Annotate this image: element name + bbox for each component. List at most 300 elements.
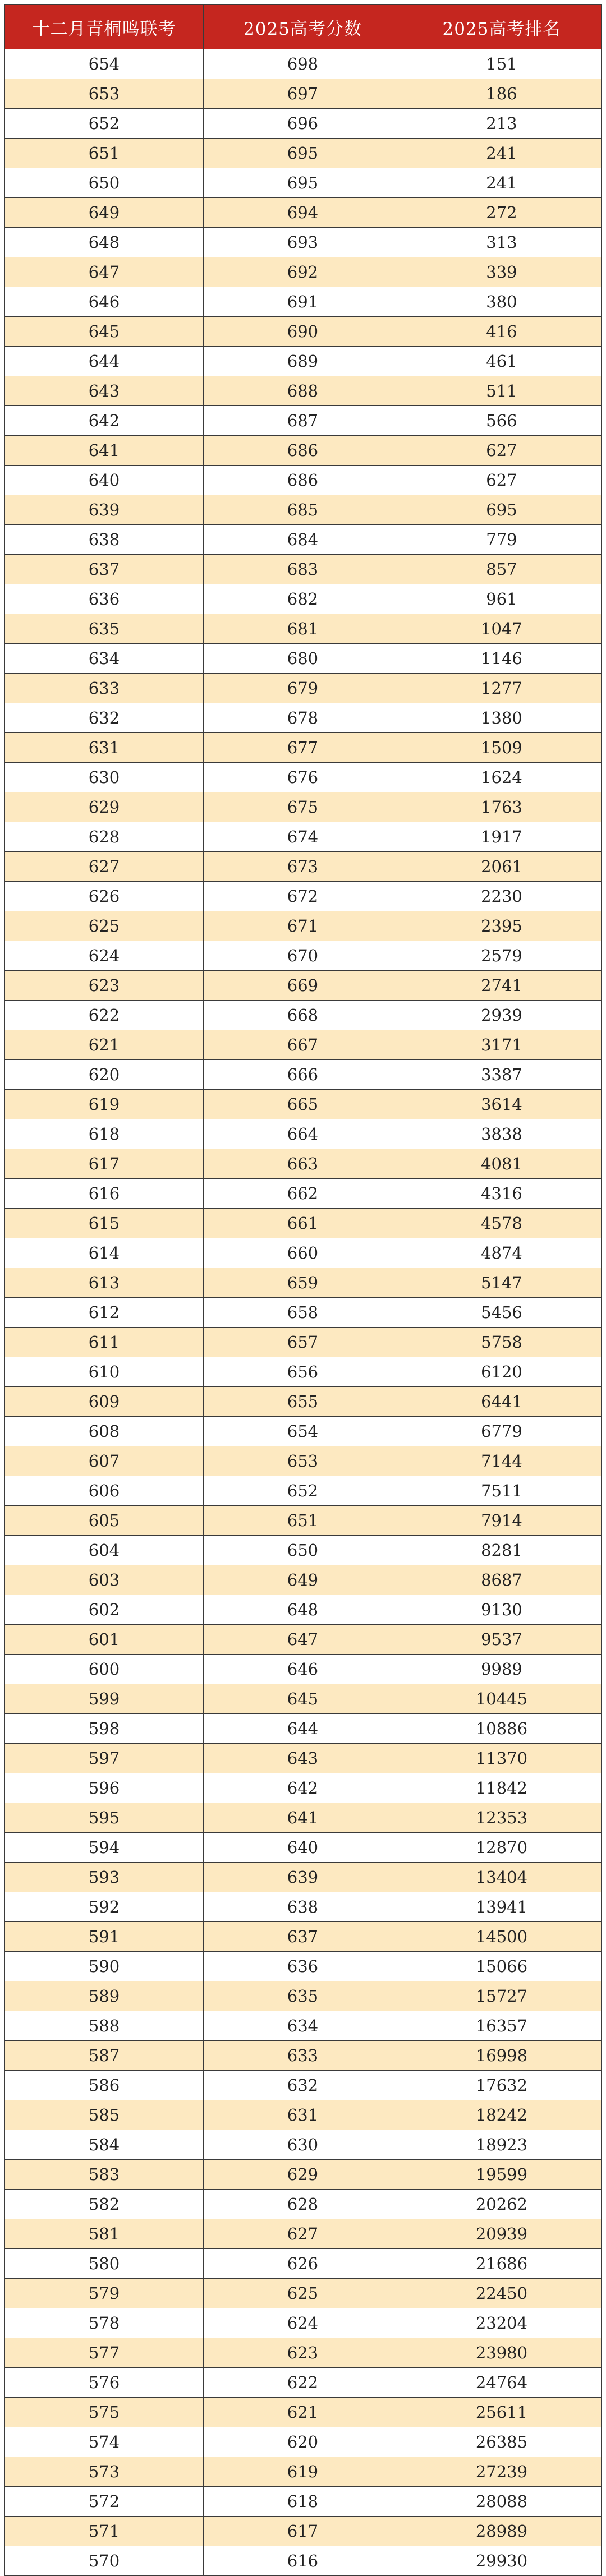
table-row [5,644,602,674]
table-row [5,1892,602,1922]
cell-mock-exam-score: 638 [5,525,204,555]
table-row [5,971,602,1001]
cell-gaokao-score: 676 [203,763,402,792]
cell-gaokao-score: 625 [203,2279,402,2308]
cell-gaokao-rank: 10886 [402,1714,601,1744]
cell-mock-exam-score: 587 [5,2041,204,2071]
cell-gaokao-rank: 779 [402,525,601,555]
cell-gaokao-score: 648 [203,1595,402,1625]
cell-mock-exam-score: 611 [5,1328,204,1357]
cell-gaokao-rank: 15066 [402,1952,601,1981]
cell-gaokao-score: 697 [203,79,402,109]
cell-gaokao-score: 649 [203,1565,402,1595]
table-row [5,2308,602,2338]
cell-gaokao-score: 668 [203,1001,402,1030]
table-row [5,2546,602,2576]
cell-gaokao-score: 634 [203,2011,402,2041]
cell-mock-exam-score: 640 [5,466,204,495]
cell-gaokao-score: 647 [203,1625,402,1655]
table-row [5,2487,602,2517]
cell-gaokao-score: 660 [203,1238,402,1268]
cell-mock-exam-score: 594 [5,1833,204,1863]
cell-mock-exam-score: 575 [5,2398,204,2427]
cell-mock-exam-score: 576 [5,2368,204,2398]
cell-gaokao-score: 671 [203,911,402,941]
cell-gaokao-rank: 2579 [402,941,601,971]
table-row [5,2160,602,2190]
table-row [5,555,602,584]
table-row [5,1090,602,1119]
cell-gaokao-rank: 9537 [402,1625,601,1655]
cell-mock-exam-score: 601 [5,1625,204,1655]
cell-mock-exam-score: 577 [5,2338,204,2368]
cell-gaokao-rank: 213 [402,109,601,139]
cell-gaokao-rank: 2741 [402,971,601,1001]
cell-gaokao-score: 620 [203,2427,402,2457]
cell-gaokao-score: 638 [203,1892,402,1922]
cell-mock-exam-score: 653 [5,79,204,109]
cell-gaokao-score: 661 [203,1209,402,1238]
cell-mock-exam-score: 604 [5,1536,204,1565]
table-row [5,2130,602,2160]
table-row [5,614,602,644]
cell-mock-exam-score: 633 [5,674,204,703]
cell-mock-exam-score: 625 [5,911,204,941]
cell-mock-exam-score: 580 [5,2249,204,2279]
cell-mock-exam-score: 599 [5,1684,204,1714]
table-row [5,257,602,287]
table-row [5,1744,602,1773]
table-row [5,1506,602,1536]
cell-gaokao-score: 695 [203,168,402,198]
cell-gaokao-rank: 4081 [402,1149,601,1179]
cell-gaokao-score: 632 [203,2071,402,2100]
cell-mock-exam-score: 620 [5,1060,204,1090]
table-row [5,1119,602,1149]
cell-gaokao-rank: 1277 [402,674,601,703]
cell-gaokao-score: 674 [203,822,402,852]
cell-mock-exam-score: 595 [5,1803,204,1833]
cell-gaokao-rank: 4578 [402,1209,601,1238]
cell-gaokao-rank: 20262 [402,2190,601,2219]
cell-gaokao-score: 684 [203,525,402,555]
cell-mock-exam-score: 629 [5,792,204,822]
cell-gaokao-score: 690 [203,317,402,347]
cell-gaokao-score: 658 [203,1298,402,1328]
table-row [5,763,602,792]
cell-gaokao-rank: 1380 [402,703,601,733]
cell-gaokao-score: 629 [203,2160,402,2190]
cell-gaokao-rank: 9130 [402,1595,601,1625]
cell-mock-exam-score: 643 [5,376,204,406]
cell-mock-exam-score: 617 [5,1149,204,1179]
table-row [5,1536,602,1565]
cell-mock-exam-score: 582 [5,2190,204,2219]
table-row [5,1476,602,1506]
cell-mock-exam-score: 619 [5,1090,204,1119]
table-row [5,733,602,763]
cell-gaokao-rank: 7914 [402,1506,601,1536]
cell-mock-exam-score: 612 [5,1298,204,1328]
cell-gaokao-rank: 186 [402,79,601,109]
cell-gaokao-score: 641 [203,1803,402,1833]
table-row [5,1833,602,1863]
table-row [5,882,602,911]
cell-gaokao-rank: 11370 [402,1744,601,1773]
table-row [5,852,602,882]
table-row [5,1565,602,1595]
cell-gaokao-score: 665 [203,1090,402,1119]
cell-gaokao-rank: 18242 [402,2100,601,2130]
table-row [5,1863,602,1892]
cell-gaokao-score: 682 [203,584,402,614]
cell-gaokao-rank: 380 [402,287,601,317]
cell-mock-exam-score: 647 [5,257,204,287]
cell-mock-exam-score: 639 [5,495,204,525]
cell-mock-exam-score: 636 [5,584,204,614]
cell-gaokao-score: 621 [203,2398,402,2427]
cell-gaokao-score: 689 [203,347,402,376]
cell-gaokao-rank: 566 [402,406,601,436]
table-row [5,1238,602,1268]
table-row [5,139,602,168]
cell-gaokao-score: 651 [203,1506,402,1536]
table-row [5,49,602,79]
cell-mock-exam-score: 608 [5,1417,204,1446]
cell-gaokao-score: 617 [203,2517,402,2546]
table-row [5,2427,602,2457]
table-row [5,822,602,852]
cell-mock-exam-score: 596 [5,1773,204,1803]
cell-mock-exam-score: 572 [5,2487,204,2517]
cell-gaokao-score: 670 [203,941,402,971]
table-row [5,2338,602,2368]
cell-gaokao-rank: 1146 [402,644,601,674]
table-row [5,2100,602,2130]
cell-gaokao-rank: 2939 [402,1001,601,1030]
table-row [5,1684,602,1714]
table-row [5,406,602,436]
cell-gaokao-rank: 241 [402,139,601,168]
cell-gaokao-score: 652 [203,1476,402,1506]
cell-mock-exam-score: 614 [5,1238,204,1268]
table-row [5,1357,602,1387]
table-row [5,1298,602,1328]
table-row [5,1625,602,1655]
table-row [5,109,602,139]
table-row [5,2368,602,2398]
cell-gaokao-score: 672 [203,882,402,911]
cell-mock-exam-score: 628 [5,822,204,852]
cell-gaokao-score: 664 [203,1119,402,1149]
cell-mock-exam-score: 592 [5,1892,204,1922]
cell-mock-exam-score: 606 [5,1476,204,1506]
table-row [5,287,602,317]
cell-gaokao-rank: 1917 [402,822,601,852]
cell-gaokao-rank: 5758 [402,1328,601,1357]
table-row [5,1417,602,1446]
cell-mock-exam-score: 597 [5,1744,204,1773]
cell-gaokao-score: 686 [203,436,402,466]
cell-gaokao-score: 663 [203,1149,402,1179]
cell-gaokao-rank: 241 [402,168,601,198]
cell-gaokao-rank: 3838 [402,1119,601,1149]
cell-gaokao-rank: 12870 [402,1833,601,1863]
table-row [5,317,602,347]
table-row [5,1001,602,1030]
cell-gaokao-score: 630 [203,2130,402,2160]
table-row [5,1030,602,1060]
cell-mock-exam-score: 624 [5,941,204,971]
cell-mock-exam-score: 578 [5,2308,204,2338]
cell-gaokao-rank: 28989 [402,2517,601,2546]
cell-gaokao-rank: 17632 [402,2071,601,2100]
cell-gaokao-score: 657 [203,1328,402,1357]
cell-gaokao-rank: 4874 [402,1238,601,1268]
cell-mock-exam-score: 579 [5,2279,204,2308]
cell-mock-exam-score: 581 [5,2219,204,2249]
cell-mock-exam-score: 630 [5,763,204,792]
cell-gaokao-rank: 695 [402,495,601,525]
cell-mock-exam-score: 637 [5,555,204,584]
table-row [5,525,602,555]
table-row [5,376,602,406]
cell-gaokao-rank: 6441 [402,1387,601,1417]
table-row [5,674,602,703]
cell-mock-exam-score: 613 [5,1268,204,1298]
cell-gaokao-score: 678 [203,703,402,733]
cell-gaokao-score: 624 [203,2308,402,2338]
cell-gaokao-rank: 3614 [402,1090,601,1119]
cell-gaokao-rank: 2061 [402,852,601,882]
table-row [5,1714,602,1744]
cell-gaokao-score: 653 [203,1446,402,1476]
cell-gaokao-rank: 2230 [402,882,601,911]
cell-gaokao-score: 696 [203,109,402,139]
table-row [5,2249,602,2279]
cell-mock-exam-score: 648 [5,228,204,257]
table-row [5,495,602,525]
cell-gaokao-rank: 1509 [402,733,601,763]
table-row [5,347,602,376]
cell-mock-exam-score: 644 [5,347,204,376]
table-row [5,941,602,971]
cell-gaokao-score: 645 [203,1684,402,1714]
cell-gaokao-rank: 857 [402,555,601,584]
table-row [5,911,602,941]
cell-gaokao-rank: 627 [402,436,601,466]
cell-gaokao-rank: 961 [402,584,601,614]
cell-gaokao-rank: 272 [402,198,601,228]
cell-gaokao-rank: 339 [402,257,601,287]
cell-gaokao-score: 675 [203,792,402,822]
cell-gaokao-rank: 14500 [402,1922,601,1952]
cell-gaokao-rank: 20939 [402,2219,601,2249]
cell-gaokao-rank: 8281 [402,1536,601,1565]
cell-mock-exam-score: 584 [5,2130,204,2160]
cell-gaokao-score: 637 [203,1922,402,1952]
cell-mock-exam-score: 586 [5,2071,204,2100]
table-row [5,1387,602,1417]
cell-gaokao-score: 692 [203,257,402,287]
cell-mock-exam-score: 642 [5,406,204,436]
cell-mock-exam-score: 635 [5,614,204,644]
cell-gaokao-score: 626 [203,2249,402,2279]
header-row [5,5,602,49]
cell-mock-exam-score: 602 [5,1595,204,1625]
cell-gaokao-score: 655 [203,1387,402,1417]
score-conversion-table [4,4,602,2576]
cell-gaokao-rank: 21686 [402,2249,601,2279]
cell-gaokao-score: 640 [203,1833,402,1863]
cell-gaokao-score: 691 [203,287,402,317]
cell-mock-exam-score: 616 [5,1179,204,1209]
cell-gaokao-rank: 6779 [402,1417,601,1446]
cell-gaokao-rank: 3387 [402,1060,601,1090]
cell-mock-exam-score: 593 [5,1863,204,1892]
cell-mock-exam-score: 574 [5,2427,204,2457]
cell-mock-exam-score: 609 [5,1387,204,1417]
cell-mock-exam-score: 589 [5,1981,204,2011]
cell-gaokao-rank: 461 [402,347,601,376]
cell-gaokao-rank: 26385 [402,2427,601,2457]
table-row [5,2398,602,2427]
cell-gaokao-score: 677 [203,733,402,763]
cell-gaokao-rank: 19599 [402,2160,601,2190]
cell-gaokao-rank: 27239 [402,2457,601,2487]
cell-gaokao-score: 666 [203,1060,402,1090]
cell-gaokao-rank: 5456 [402,1298,601,1328]
cell-mock-exam-score: 652 [5,109,204,139]
cell-gaokao-score: 695 [203,139,402,168]
cell-gaokao-score: 619 [203,2457,402,2487]
cell-gaokao-rank: 25611 [402,2398,601,2427]
cell-gaokao-score: 667 [203,1030,402,1060]
cell-gaokao-score: 636 [203,1952,402,1981]
table-row [5,79,602,109]
cell-gaokao-rank: 22450 [402,2279,601,2308]
table-row [5,228,602,257]
cell-gaokao-score: 643 [203,1744,402,1773]
cell-gaokao-score: 683 [203,555,402,584]
table-row [5,2517,602,2546]
cell-mock-exam-score: 622 [5,1001,204,1030]
cell-mock-exam-score: 588 [5,2011,204,2041]
cell-mock-exam-score: 641 [5,436,204,466]
cell-mock-exam-score: 590 [5,1952,204,1981]
cell-mock-exam-score: 649 [5,198,204,228]
cell-gaokao-rank: 23980 [402,2338,601,2368]
table-body [5,49,602,2576]
table-row [5,2219,602,2249]
cell-gaokao-rank: 29930 [402,2546,601,2576]
cell-gaokao-score: 669 [203,971,402,1001]
table-row [5,792,602,822]
cell-mock-exam-score: 573 [5,2457,204,2487]
cell-gaokao-rank: 511 [402,376,601,406]
cell-mock-exam-score: 615 [5,1209,204,1238]
cell-mock-exam-score: 651 [5,139,204,168]
table-row [5,1446,602,1476]
cell-gaokao-score: 631 [203,2100,402,2130]
cell-gaokao-rank: 15727 [402,1981,601,2011]
cell-mock-exam-score: 650 [5,168,204,198]
cell-gaokao-rank: 1047 [402,614,601,644]
cell-mock-exam-score: 591 [5,1922,204,1952]
cell-gaokao-score: 656 [203,1357,402,1387]
cell-mock-exam-score: 583 [5,2160,204,2190]
cell-gaokao-rank: 627 [402,466,601,495]
cell-mock-exam-score: 603 [5,1565,204,1595]
cell-mock-exam-score: 585 [5,2100,204,2130]
cell-gaokao-rank: 1624 [402,763,601,792]
table-row [5,198,602,228]
cell-gaokao-score: 650 [203,1536,402,1565]
table-row [5,2041,602,2071]
cell-gaokao-rank: 12353 [402,1803,601,1833]
cell-mock-exam-score: 607 [5,1446,204,1476]
cell-gaokao-score: 628 [203,2190,402,2219]
cell-gaokao-score: 627 [203,2219,402,2249]
table-row [5,2190,602,2219]
table-row [5,703,602,733]
cell-gaokao-rank: 9989 [402,1655,601,1684]
header-gaokao-rank: 2025高考排名 [402,5,601,49]
header-gaokao-score: 2025高考分数 [203,5,402,49]
cell-gaokao-score: 639 [203,1863,402,1892]
table-row [5,1773,602,1803]
table-row [5,1803,602,1833]
cell-mock-exam-score: 618 [5,1119,204,1149]
cell-gaokao-rank: 7144 [402,1446,601,1476]
cell-gaokao-rank: 8687 [402,1565,601,1595]
cell-gaokao-rank: 13941 [402,1892,601,1922]
cell-gaokao-rank: 16357 [402,2011,601,2041]
cell-gaokao-rank: 24764 [402,2368,601,2398]
table-row [5,168,602,198]
cell-gaokao-score: 635 [203,1981,402,2011]
cell-gaokao-rank: 313 [402,228,601,257]
cell-gaokao-score: 644 [203,1714,402,1744]
cell-gaokao-score: 673 [203,852,402,882]
cell-gaokao-score: 694 [203,198,402,228]
cell-gaokao-rank: 2395 [402,911,601,941]
cell-gaokao-rank: 13404 [402,1863,601,1892]
cell-mock-exam-score: 623 [5,971,204,1001]
table-row [5,1149,602,1179]
cell-mock-exam-score: 646 [5,287,204,317]
cell-mock-exam-score: 632 [5,703,204,733]
cell-mock-exam-score: 626 [5,882,204,911]
table-row [5,2457,602,2487]
table-row [5,1981,602,2011]
cell-mock-exam-score: 627 [5,852,204,882]
table-row [5,436,602,466]
cell-mock-exam-score: 598 [5,1714,204,1744]
cell-gaokao-rank: 7511 [402,1476,601,1506]
table-row [5,2279,602,2308]
cell-gaokao-rank: 4316 [402,1179,601,1209]
header-mock-exam-score: 十二月青桐鸣联考 [5,5,204,49]
cell-gaokao-rank: 6120 [402,1357,601,1387]
cell-gaokao-score: 681 [203,614,402,644]
cell-gaokao-rank: 5147 [402,1268,601,1298]
cell-gaokao-score: 654 [203,1417,402,1446]
cell-mock-exam-score: 570 [5,2546,204,2576]
cell-mock-exam-score: 645 [5,317,204,347]
cell-gaokao-rank: 3171 [402,1030,601,1060]
table-row [5,2011,602,2041]
